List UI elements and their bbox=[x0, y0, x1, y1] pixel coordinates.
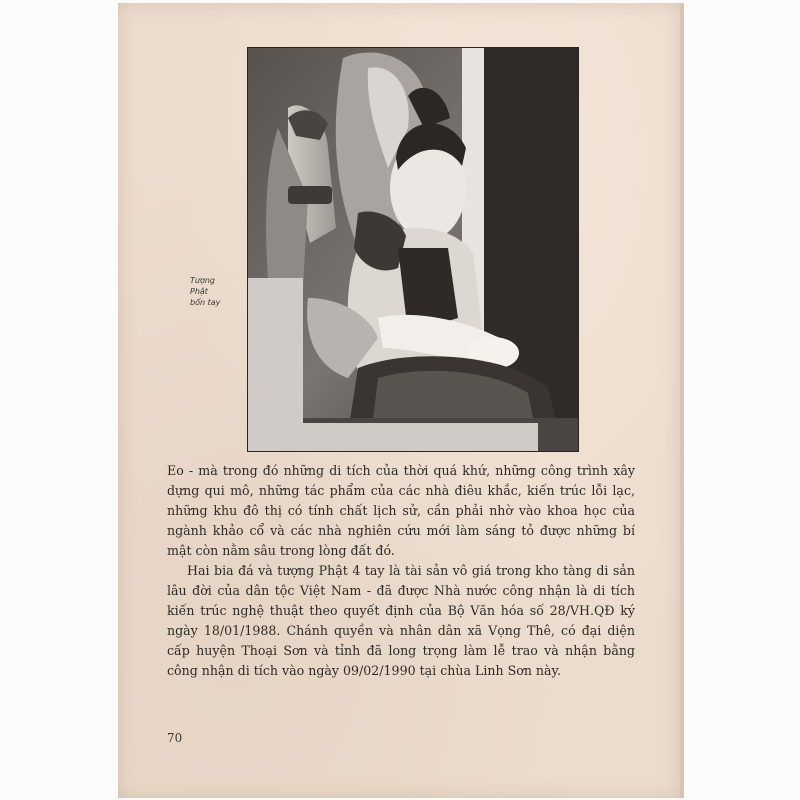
paragraph: Hai bia đá và tượng Phật 4 tay là tài sản vô giá trong kho tàng di sản lâu đời của dân tộc Việt Nam - đã được Nhà nước công nhận là di tích kiến trúc nghệ thuật theo quyết định của Bộ Văn hóa số 28/VH.QĐ ký ngày 18/01/1988. Chánh quyền và nhân dân xã Vọng Thê, có đại diện cấp huyện Thoại Sơn và tỉnh đã long trọng làm lễ trao và nhận bằng công nhận di tích vào ngày 09/02/1990 tại chùa Linh Sơn này. bbox=[167, 563, 635, 678]
caption-line: Phật bbox=[190, 287, 208, 296]
caption-line: Tượng bbox=[190, 276, 215, 285]
buddha-statue-photo bbox=[247, 47, 579, 452]
body-text bbox=[167, 461, 635, 681]
caption-line: bốn tay bbox=[190, 298, 221, 307]
photo-caption bbox=[190, 275, 240, 308]
page-edge bbox=[680, 3, 684, 798]
paragraph: Eo - mà trong đó những di tích của thời quá khứ, những công trình xây dựng qui mô, những tác phẩm của các nhà điêu khắc, kiến trúc lỗi lạc, những khu đô thị có tính chất lịch sử, cần phải nhờ vào khoa học của ngành khảo cổ và các nhà nghiên cứu mới làm sáng tỏ được những bí mật còn nằm sâu trong lòng đất đó. bbox=[167, 463, 635, 558]
page-number: 70 bbox=[167, 731, 183, 745]
